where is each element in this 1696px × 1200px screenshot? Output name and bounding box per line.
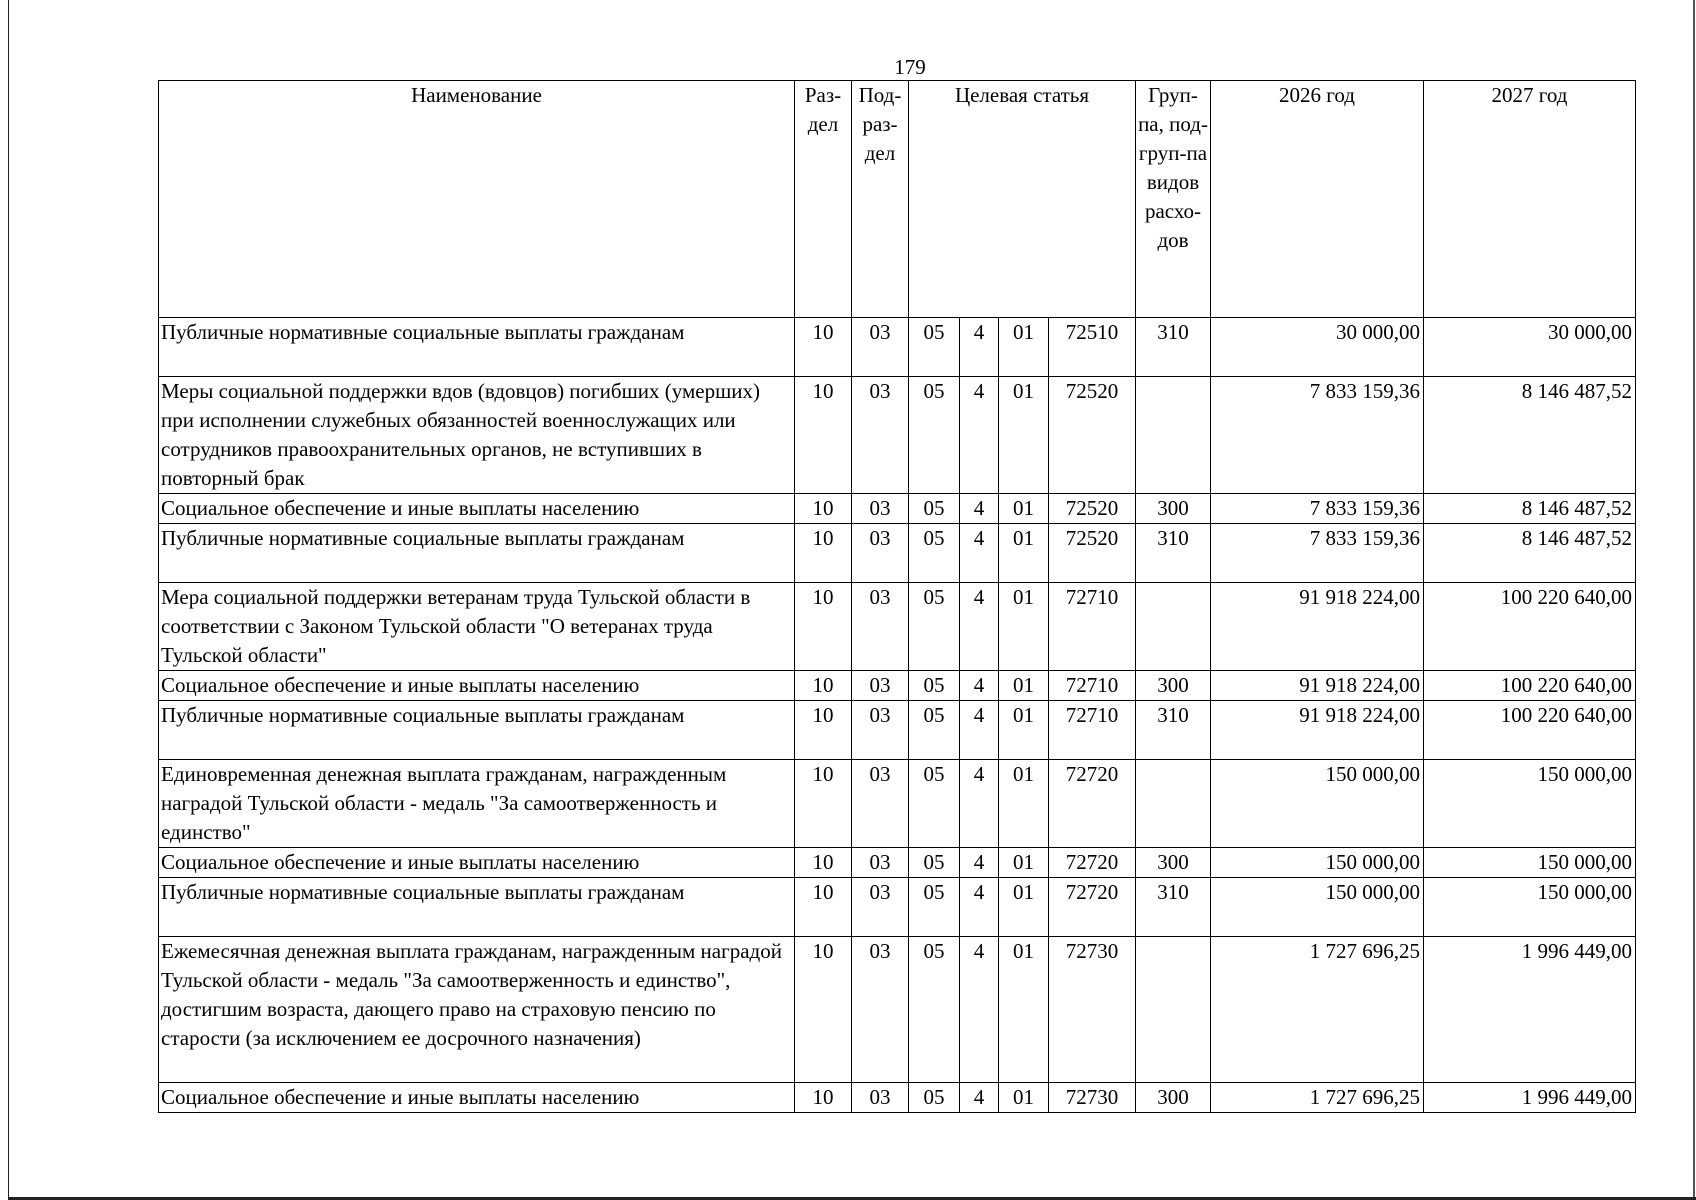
table-row <box>159 318 1636 377</box>
row-target-measure: 01 <box>999 937 1049 1083</box>
row-name: Мера социальной поддержки ветеранам труда Тульской области в соответствии с Законом Тульской области "О ветеранах труда Тульской области" <box>159 583 795 671</box>
row-amount-2026: 1 727 696,25 <box>1211 937 1424 1083</box>
row-name: Социальное обеспечение и иные выплаты населению <box>159 671 795 701</box>
row-expense-group: 300 <box>1136 848 1211 878</box>
header-target: Целевая статья <box>909 81 1136 318</box>
row-section: 10 <box>795 671 852 701</box>
header-2026: 2026 год <box>1211 81 1424 318</box>
header-group: Груп-па, под-груп-па видов расхо-дов <box>1136 81 1211 318</box>
row-target-subprogram: 4 <box>960 701 999 760</box>
row-amount-2026: 150 000,00 <box>1211 760 1424 848</box>
table-row <box>159 878 1636 937</box>
row-target-program: 05 <box>909 671 960 701</box>
row-target-measure: 01 <box>999 583 1049 671</box>
table-body <box>159 318 1636 1113</box>
row-amount-2027: 8 146 487,52 <box>1424 377 1636 494</box>
row-target-program: 05 <box>909 1083 960 1113</box>
row-target-subprogram: 4 <box>960 878 999 937</box>
row-target-program: 05 <box>909 760 960 848</box>
row-target-program: 05 <box>909 377 960 494</box>
row-expense-group: 300 <box>1136 494 1211 524</box>
row-amount-2027: 1 996 449,00 <box>1424 937 1636 1083</box>
row-section: 10 <box>795 848 852 878</box>
row-name: Социальное обеспечение и иные выплаты населению <box>159 494 795 524</box>
row-section: 10 <box>795 701 852 760</box>
row-expense-group: 310 <box>1136 878 1211 937</box>
row-name: Публичные нормативные социальные выплаты гражданам <box>159 701 795 760</box>
row-target-subprogram: 4 <box>960 760 999 848</box>
row-target-direction: 72720 <box>1049 760 1136 848</box>
row-subsection: 03 <box>852 377 909 494</box>
row-section: 10 <box>795 377 852 494</box>
row-section: 10 <box>795 878 852 937</box>
row-target-measure: 01 <box>999 494 1049 524</box>
row-section: 10 <box>795 1083 852 1113</box>
table-row <box>159 937 1636 1083</box>
row-target-measure: 01 <box>999 878 1049 937</box>
row-subsection: 03 <box>852 701 909 760</box>
row-name: Социальное обеспечение и иные выплаты населению <box>159 1083 795 1113</box>
row-target-program: 05 <box>909 583 960 671</box>
row-target-program: 05 <box>909 878 960 937</box>
row-amount-2026: 91 918 224,00 <box>1211 671 1424 701</box>
row-name: Публичные нормативные социальные выплаты гражданам <box>159 318 795 377</box>
table-row <box>159 524 1636 583</box>
row-amount-2026: 7 833 159,36 <box>1211 377 1424 494</box>
row-amount-2026: 150 000,00 <box>1211 848 1424 878</box>
row-expense-group: 300 <box>1136 671 1211 701</box>
row-expense-group <box>1136 377 1211 494</box>
table-row <box>159 701 1636 760</box>
table-row <box>159 377 1636 494</box>
row-amount-2027: 30 000,00 <box>1424 318 1636 377</box>
row-expense-group <box>1136 760 1211 848</box>
row-amount-2027: 100 220 640,00 <box>1424 671 1636 701</box>
row-target-direction: 72720 <box>1049 848 1136 878</box>
row-section: 10 <box>795 760 852 848</box>
budget-table <box>158 80 1636 1113</box>
table-row <box>159 583 1636 671</box>
row-amount-2027: 8 146 487,52 <box>1424 524 1636 583</box>
row-target-program: 05 <box>909 701 960 760</box>
header-name: Наименование <box>159 81 795 318</box>
row-target-program: 05 <box>909 848 960 878</box>
row-target-subprogram: 4 <box>960 671 999 701</box>
scan-border-left <box>8 0 9 1200</box>
row-section: 10 <box>795 318 852 377</box>
row-target-measure: 01 <box>999 701 1049 760</box>
row-target-subprogram: 4 <box>960 377 999 494</box>
table-row <box>159 494 1636 524</box>
row-subsection: 03 <box>852 318 909 377</box>
row-expense-group: 310 <box>1136 701 1211 760</box>
row-target-measure: 01 <box>999 760 1049 848</box>
row-subsection: 03 <box>852 1083 909 1113</box>
row-target-subprogram: 4 <box>960 494 999 524</box>
row-target-measure: 01 <box>999 377 1049 494</box>
row-subsection: 03 <box>852 494 909 524</box>
table-header-row <box>159 81 1636 318</box>
row-amount-2027: 100 220 640,00 <box>1424 583 1636 671</box>
row-target-direction: 72720 <box>1049 878 1136 937</box>
row-amount-2027: 150 000,00 <box>1424 848 1636 878</box>
row-target-program: 05 <box>909 318 960 377</box>
row-target-direction: 72710 <box>1049 701 1136 760</box>
row-name: Ежемесячная денежная выплата гражданам, награжденным наградой Тульской области - медаль "За самоотверженность и единство", достигшим возраста, дающего право на страховую пенсию по старости (за исключением ее досрочного назначения) <box>159 937 795 1083</box>
row-target-measure: 01 <box>999 1083 1049 1113</box>
row-amount-2027: 100 220 640,00 <box>1424 701 1636 760</box>
row-section: 10 <box>795 524 852 583</box>
row-name: Публичные нормативные социальные выплаты гражданам <box>159 524 795 583</box>
row-target-program: 05 <box>909 524 960 583</box>
table-row <box>159 760 1636 848</box>
table-row <box>159 1083 1636 1113</box>
row-subsection: 03 <box>852 524 909 583</box>
row-expense-group: 310 <box>1136 318 1211 377</box>
row-name: Меры социальной поддержки вдов (вдовцов) погибших (умерших) при исполнении служебных обязанностей военнослужащих или сотрудников правоохранительных органов, не вступивших в повторный брак <box>159 377 795 494</box>
row-section: 10 <box>795 937 852 1083</box>
row-subsection: 03 <box>852 671 909 701</box>
scan-border-right <box>1693 0 1695 1200</box>
row-amount-2027: 8 146 487,52 <box>1424 494 1636 524</box>
row-target-direction: 72520 <box>1049 494 1136 524</box>
row-target-measure: 01 <box>999 524 1049 583</box>
table-row <box>159 848 1636 878</box>
row-subsection: 03 <box>852 937 909 1083</box>
row-target-direction: 72730 <box>1049 1083 1136 1113</box>
row-target-measure: 01 <box>999 671 1049 701</box>
row-target-measure: 01 <box>999 848 1049 878</box>
row-amount-2026: 7 833 159,36 <box>1211 494 1424 524</box>
header-2027: 2027 год <box>1424 81 1636 318</box>
row-target-subprogram: 4 <box>960 318 999 377</box>
row-amount-2026: 30 000,00 <box>1211 318 1424 377</box>
row-target-measure: 01 <box>999 318 1049 377</box>
row-target-subprogram: 4 <box>960 583 999 671</box>
row-subsection: 03 <box>852 760 909 848</box>
row-section: 10 <box>795 494 852 524</box>
header-subsection: Под-раз-дел <box>852 81 909 318</box>
row-name: Публичные нормативные социальные выплаты гражданам <box>159 878 795 937</box>
row-target-direction: 72710 <box>1049 583 1136 671</box>
row-amount-2026: 91 918 224,00 <box>1211 701 1424 760</box>
row-expense-group: 300 <box>1136 1083 1211 1113</box>
row-target-subprogram: 4 <box>960 1083 999 1113</box>
row-amount-2027: 150 000,00 <box>1424 878 1636 937</box>
row-target-subprogram: 4 <box>960 524 999 583</box>
row-target-program: 05 <box>909 937 960 1083</box>
row-amount-2026: 91 918 224,00 <box>1211 583 1424 671</box>
row-target-direction: 72730 <box>1049 937 1136 1083</box>
row-expense-group <box>1136 937 1211 1083</box>
row-expense-group <box>1136 583 1211 671</box>
row-subsection: 03 <box>852 848 909 878</box>
row-target-direction: 72520 <box>1049 377 1136 494</box>
row-amount-2026: 7 833 159,36 <box>1211 524 1424 583</box>
row-expense-group: 310 <box>1136 524 1211 583</box>
row-section: 10 <box>795 583 852 671</box>
row-name: Единовременная денежная выплата гражданам, награжденным наградой Тульской области - медаль "За самоотверженность и единство" <box>159 760 795 848</box>
row-amount-2027: 1 996 449,00 <box>1424 1083 1636 1113</box>
row-target-subprogram: 4 <box>960 848 999 878</box>
row-target-direction: 72510 <box>1049 318 1136 377</box>
header-section: Раз-дел <box>795 81 852 318</box>
row-name: Социальное обеспечение и иные выплаты населению <box>159 848 795 878</box>
row-target-program: 05 <box>909 494 960 524</box>
table-row <box>159 671 1636 701</box>
page-number: 179 <box>894 55 926 79</box>
row-amount-2027: 150 000,00 <box>1424 760 1636 848</box>
row-target-direction: 72710 <box>1049 671 1136 701</box>
row-amount-2026: 150 000,00 <box>1211 878 1424 937</box>
row-subsection: 03 <box>852 583 909 671</box>
row-amount-2026: 1 727 696,25 <box>1211 1083 1424 1113</box>
row-subsection: 03 <box>852 878 909 937</box>
row-target-subprogram: 4 <box>960 937 999 1083</box>
row-target-direction: 72520 <box>1049 524 1136 583</box>
